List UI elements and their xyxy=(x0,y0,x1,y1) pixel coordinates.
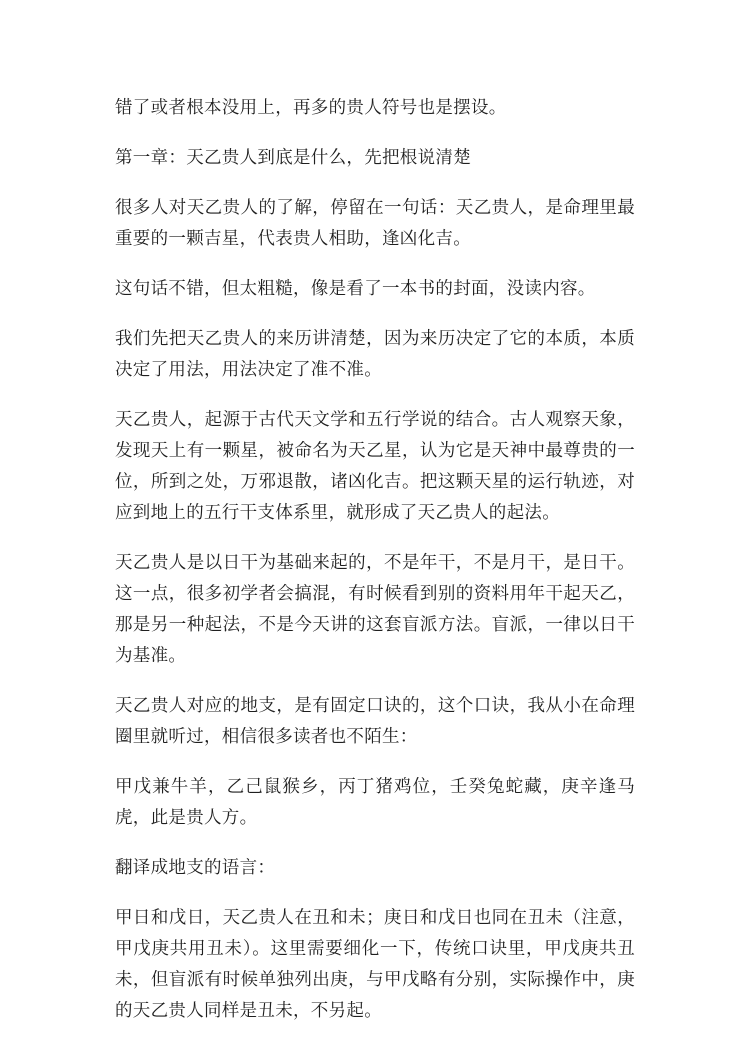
paragraph: 天乙贵人，起源于古代天文学和五行学说的结合。古人观察天象，发现天上有一颗星，被命名为天乙星，认为它是天神中最尊贵的一位，所到之处，万邪退散，诸凶化吉。把这颗天星的运行轨迹，对应到地上的五行干支体系里，就形成了天乙贵人的起法。 xyxy=(115,410,635,523)
paragraph: 天乙贵人对应的地支，是有固定口诀的，这个口诀，我从小在命理圈里就听过，相信很多读者也不陌生： xyxy=(115,696,635,747)
paragraph: 翻译成地支的语言： xyxy=(115,858,276,878)
verse-paragraph: 甲戊兼牛羊，乙己鼠猴乡，丙丁猪鸡位，壬癸兔蛇藏，庚辛逢马虎，此是贵人方。 xyxy=(115,777,635,828)
paragraph: 我们先把天乙贵人的来历讲清楚，因为来历决定了它的本质，本质决定了用法，用法决定了准不准。 xyxy=(115,329,635,380)
paragraph: 天乙贵人是以日干为基础来起的，不是年干，不是月干，是日干。这一点，很多初学者会搞混，有时候看到别的资料用年干起天乙，那是另一种起法，不是今天讲的这套盲派方法。盲派，一律以日干为基准。 xyxy=(115,553,635,666)
paragraph: 甲日和戊日，天乙贵人在丑和未；庚日和戊日也同在丑未（注意，甲戊庚共用丑未）。这里需要细化一下，传统口诀里，甲戊庚共丑未，但盲派有时候单独列出庚，与甲戊略有分别，实际操作中，庚的天乙贵人同样是丑未，不另起。 xyxy=(115,908,635,1021)
paragraph: 错了或者根本没用上，再多的贵人符号也是摆设。 xyxy=(115,98,507,118)
chapter-heading: 第一章：天乙贵人到底是什么，先把根说清楚 xyxy=(115,148,471,168)
paragraph: 这句话不错，但太粗糙，像是看了一本书的封面，没读内容。 xyxy=(115,279,596,299)
paragraph: 很多人对天乙贵人的了解，停留在一句话：天乙贵人，是命理里最重要的一颗吉星，代表贵人相助，逢凶化吉。 xyxy=(115,198,635,249)
